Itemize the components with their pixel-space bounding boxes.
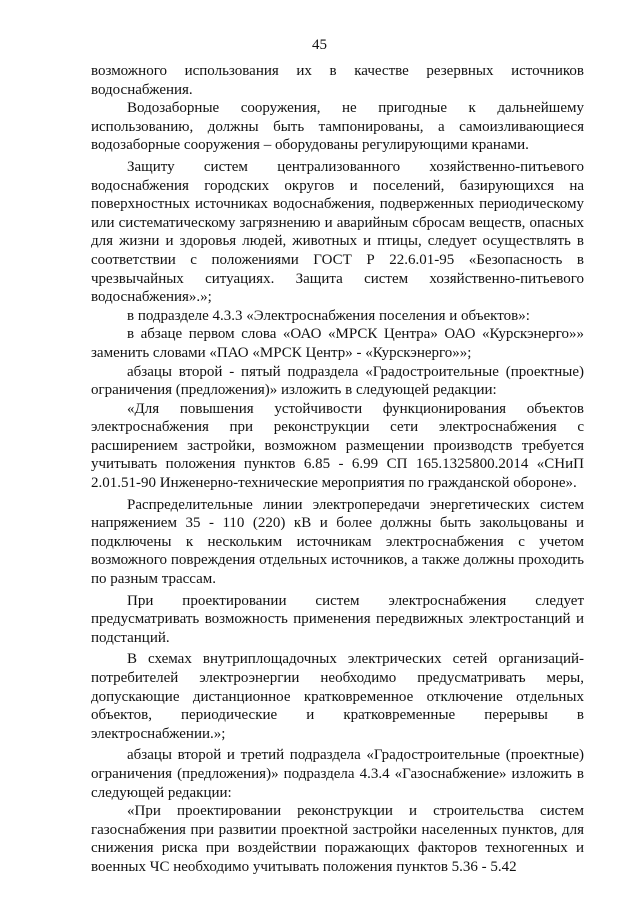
paragraph-7: «Для повышения устойчивости функционирования объектов электроснабжения при реконструкции сети электроснабжения с расширением застройки, возможном размещении производств требуется учитывать положения пунктов 6.85 - 6.99 СП 165.1325800.2014 «СНиП 2.01.51-90 Инженерно-технические мероприятия по гражданской обороне».: [91, 400, 584, 492]
paragraph-9: При проектировании систем электроснабжения следует предусматривать возможность применения передвижных электростанций и подстанций.: [91, 592, 584, 646]
paragraph-10: В схемах внутриплощадочных электрических сетей организаций-потребителей электроэнергии необходимо предусматривать меры, допускающие дистанционное кратковременное отключение отдельных объектов, периодические и кратковременные перерывы в электроснабжении.»;: [91, 651, 584, 742]
paragraph-5: в абзаце первом слова «ОАО «МРСК Центра» ОАО «Курскэнерго»» заменить словами «ПАО «МРСК Центр» - «Курскэнерго»»;: [91, 326, 584, 361]
paragraph-8: Распределительные линии электропередачи энергетических систем напряжением 35 - 110 (220) кВ и более должны быть закольцованы и подключены к нескольким источникам электроснабжения с учетом возможного повреждения отдельных источников, а также должны проходить по разным трассам.: [91, 496, 584, 588]
document-body: [91, 62, 584, 877]
paragraph-1: возможного использования их в качестве резервных источников водоснабжения.: [91, 63, 584, 98]
page-number: 45: [312, 37, 327, 53]
paragraph-12: «При проектировании реконструкции и строительства систем газоснабжения при развитии проектной застройки населенных пунктов, для снижения риска при воздействии поражающих факторов техногенных и военных ЧС необходимо учитывать положения пунктов 5.36 - 5.42: [91, 803, 584, 875]
paragraph-6: абзацы второй - пятый подраздела «Градостроительные (проектные) ограничения (предложения)» изложить в следующей редакции:: [91, 363, 584, 399]
paragraph-11: абзацы второй и третий подраздела «Градостроительные (проектные) ограничения (предложения)» подраздела 4.3.4 «Газоснабжение» изложить в следующей редакции:: [91, 747, 584, 801]
paragraph-4: в подразделе 4.3.3 «Электроснабжения поселения и объектов»:: [127, 307, 530, 324]
paragraph-3: Защиту систем централизованного хозяйственно-питьевого водоснабжения городских округов и поселений, базирующихся на поверхностных источниках водоснабжения, подверженных периодическому или систематическому загрязнению и аварийным сбросам веществ, опасных для жизни и здоровья людей, животных и птицы, следует осуществлять в соответствии с положениями ГОСТ Р 22.6.01-95 «Безопасность в чрезвычайных ситуациях. Защита систем хозяйственно-питьевого водоснабжения».»;: [91, 158, 584, 306]
paragraph-2: Водозаборные сооружения, не пригодные к дальнейшему использованию, должны быть тампонированы, а самоизливающиеся водозаборные сооружения – оборудованы регулирующими кранами.: [91, 100, 584, 154]
